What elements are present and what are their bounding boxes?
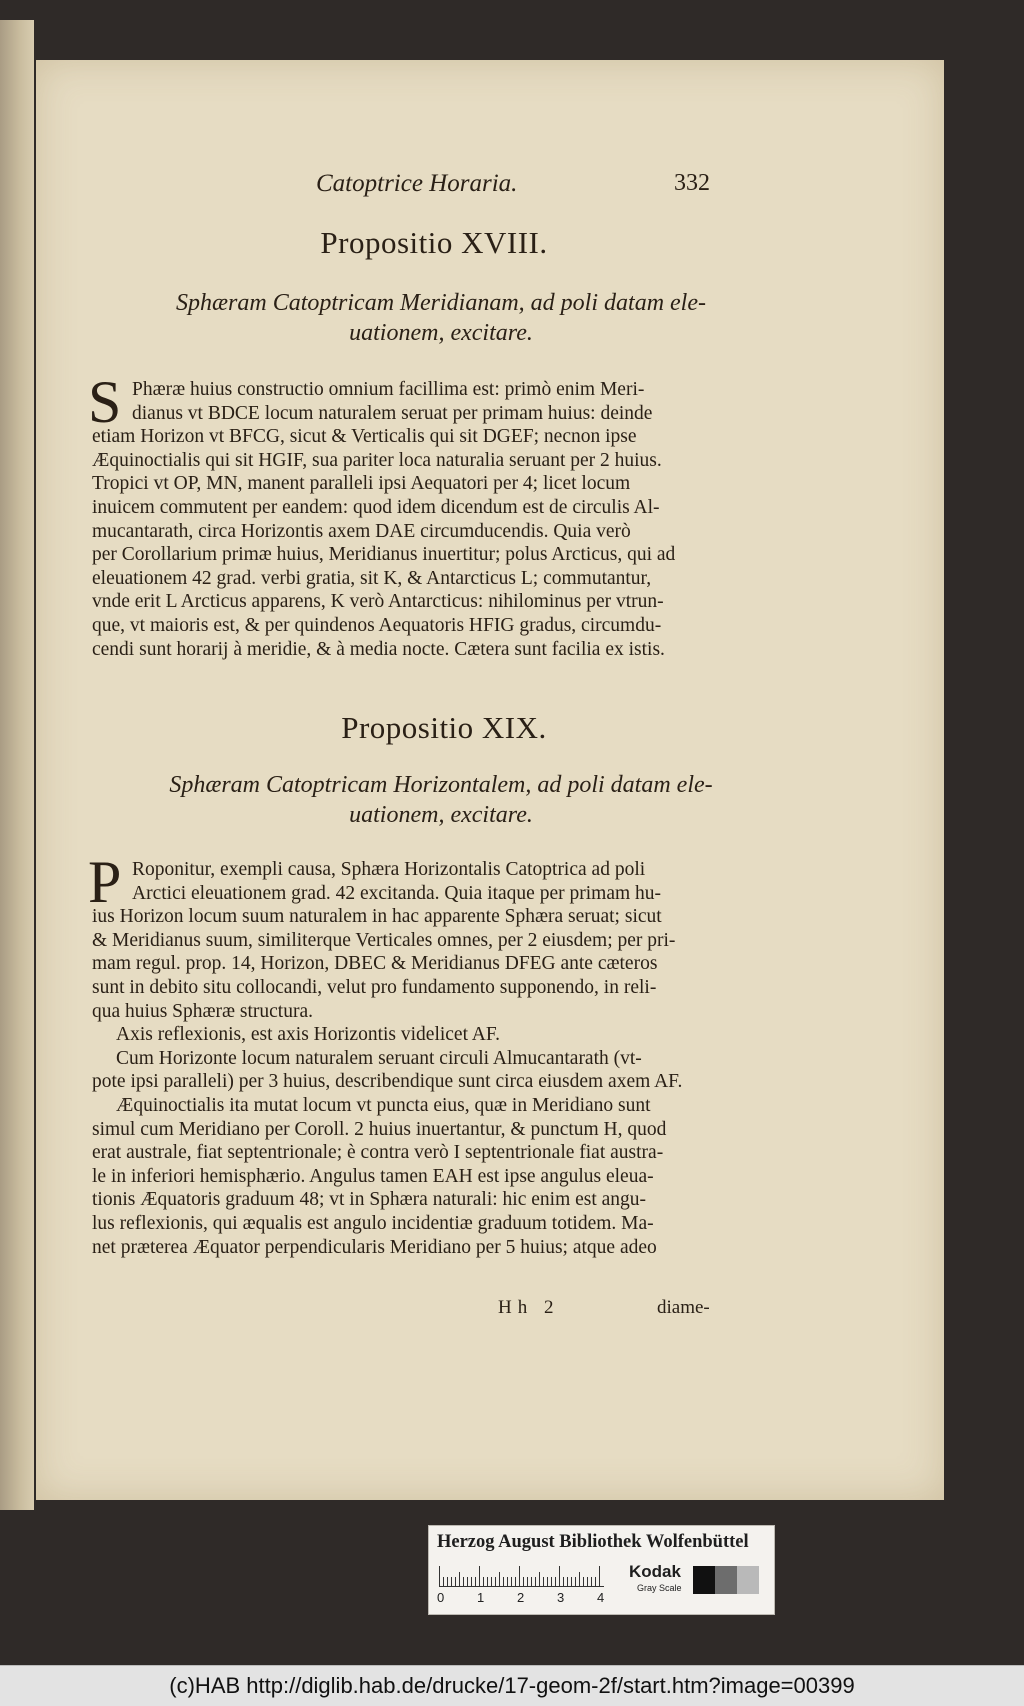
- scale-ruler: [439, 1564, 604, 1587]
- book-page: [36, 60, 944, 1500]
- text-line: simul cum Meridiano per Coroll. 2 huius inuertantur, & punctum H, quod: [92, 1118, 667, 1140]
- gray-swatch: [715, 1566, 737, 1594]
- text-line: cendi sunt horarij à meridie, & à media nocte. Cætera sunt facilia ex istis.: [92, 638, 665, 660]
- ruler-tick: [507, 1577, 508, 1586]
- ruler-tick: [551, 1577, 552, 1586]
- text-line: & Meridianus suum, similiterque Verticales omnes, per 2 eiusdem; per pri-: [92, 929, 676, 951]
- text-line: Tropici vt OP, MN, manent paralleli ipsi Aequatori per 4; licet locum: [92, 473, 631, 495]
- text-line: ius Horizon locum suum naturalem in hac apparente Sphæra seruat; sicut: [92, 906, 662, 928]
- text-line: mam regul. prop. 14, Horizon, DBEC & Meridianus DFEG ante cæteros: [92, 953, 658, 975]
- text-line: Phæræ huius constructio omnium facillima est: primò enim Meri-: [132, 379, 645, 400]
- proposition-19-title: Propositio XIX.: [341, 710, 547, 745]
- text-line: sunt in debito situ collocandi, velut pro fundamento supponendo, in reli-: [92, 976, 657, 998]
- text-line: Roponitur, exempli causa, Sphæra Horizontalis Catoptrica ad poli: [132, 859, 646, 880]
- text-line: mucantarath, circa Horizontis axem DAE circumducendis. Quia verò: [92, 520, 631, 542]
- drop-cap: P: [88, 849, 122, 915]
- ruler-tick: [519, 1566, 520, 1586]
- ruler-tick: [499, 1572, 500, 1586]
- text-line: pote ipsi paralleli) per 3 huius, describendique sunt circa eiusdem axem AF.: [92, 1071, 683, 1093]
- ruler-tick: [579, 1572, 580, 1586]
- ruler-tick: [523, 1577, 524, 1586]
- ruler-tick: [559, 1566, 560, 1586]
- ruler-tick: [475, 1577, 476, 1586]
- previous-page-edge: [0, 20, 34, 1510]
- ruler-tick: [455, 1577, 456, 1586]
- ruler-number: 1: [477, 1590, 485, 1605]
- ruler-tick: [575, 1577, 576, 1586]
- ruler-tick: [527, 1577, 528, 1586]
- ruler-number: 4: [597, 1590, 605, 1605]
- ruler-tick: [515, 1577, 516, 1586]
- footer-bar: [0, 1665, 1024, 1706]
- proposition-18-text: [88, 369, 792, 661]
- text-line: lus reflexionis, qui æqualis est angulo incidentiæ graduum totidem. Ma-: [92, 1212, 654, 1234]
- text-line: tionis Æquatoris graduum 48; vt in Sphæra naturali: hic enim est angu-: [92, 1189, 647, 1211]
- proposition-19-enunciation: [91, 770, 791, 830]
- ruler-tick: [511, 1577, 512, 1586]
- ruler-tick: [543, 1577, 544, 1586]
- ruler-tick: [547, 1577, 548, 1586]
- text-line: Æquinoctialis qui sit HGIF, sua pariter loca naturalia seruant per 2 huius.: [92, 449, 662, 471]
- text-line: Cum Horizonte locum naturalem seruant circuli Almucantarath (vt-: [116, 1047, 642, 1069]
- text-line: dianus vt BDCE locum naturalem seruat per primam huius: deinde: [132, 402, 653, 424]
- ruler-tick: [563, 1577, 564, 1586]
- text-line: per Corollarium primæ huius, Meridianus inuertitur; polus Arcticus, qui ad: [92, 544, 676, 566]
- ruler-tick: [571, 1577, 572, 1586]
- ruler-number: 2: [517, 1590, 525, 1605]
- ruler-tick: [595, 1577, 596, 1586]
- proposition-18-enunciation: [91, 288, 791, 348]
- ruler-tick: [483, 1577, 484, 1586]
- enunciation-line: uationem, excitare.: [349, 320, 533, 346]
- ruler-tick: [495, 1577, 496, 1586]
- ruler-tick: [451, 1577, 452, 1586]
- ruler-tick: [535, 1577, 536, 1586]
- ruler-tick: [531, 1577, 532, 1586]
- drop-cap: S: [88, 369, 122, 435]
- ruler-tick: [447, 1577, 448, 1586]
- text-line: que, vt maioris est, & per quindenos Aequatoris HFIG gradus, circumdu-: [92, 614, 662, 636]
- ruler-number: 3: [557, 1590, 565, 1605]
- text-line: Æquinoctialis ita mutat locum vt puncta eius, quæ in Meridiano sunt: [116, 1094, 651, 1116]
- gray-scale-label: Gray Scale: [637, 1583, 682, 1593]
- ruler-tick: [439, 1566, 440, 1586]
- ruler-tick: [599, 1566, 600, 1586]
- catchword: diame-: [657, 1297, 710, 1318]
- ruler-tick: [503, 1577, 504, 1586]
- text-line: net præterea Æquator perpendicularis Meridiano per 5 huius; atque adeo: [92, 1236, 657, 1258]
- ruler-tick: [591, 1577, 592, 1586]
- ruler-tick: [467, 1577, 468, 1586]
- ruler-tick: [471, 1577, 472, 1586]
- text-line: etiam Horizon vt BFCG, sicut & Verticalis qui sit DGEF; necnon ipse: [92, 426, 637, 448]
- ruler-number: 0: [437, 1590, 445, 1605]
- proposition-18-title: Propositio XVIII.: [320, 225, 548, 260]
- text-line: Arctici eleuationem grad. 42 excitanda. Quia itaque per primam hu-: [132, 882, 662, 904]
- proposition-19-text: [88, 849, 792, 1259]
- ruler-tick: [479, 1566, 480, 1586]
- ruler-tick: [487, 1577, 488, 1586]
- ruler-tick: [583, 1577, 584, 1586]
- text-line: le in inferiori hemisphærio. Angulus tamen EAH est ipse angulus eleua-: [92, 1165, 654, 1187]
- text-line: eleuationem 42 grad. verbi gratia, sit K, & Antarcticus L; commutantur,: [92, 567, 652, 589]
- ruler-tick: [459, 1572, 460, 1586]
- text-line: Axis reflexionis, est axis Horizontis videlicet AF.: [116, 1024, 501, 1046]
- gray-swatch: [693, 1566, 715, 1594]
- signature-mark: Hh 2: [498, 1297, 560, 1318]
- ruler-tick: [539, 1572, 540, 1586]
- ruler-tick: [555, 1577, 556, 1586]
- text-line: erat australe, fiat septentrionale; è contra verò I septentrionale fiat austra-: [92, 1142, 664, 1164]
- gray-swatch: [737, 1566, 759, 1594]
- ruler-tick: [567, 1577, 568, 1586]
- footer-url[interactable]: (c)HAB http://diglib.hab.de/drucke/17-geom-2f/start.htm?image=00399: [169, 1673, 855, 1698]
- ruler-tick: [587, 1577, 588, 1586]
- ruler-tick: [491, 1577, 492, 1586]
- enunciation-line: Sphæram Catoptricam Horizontalem, ad poli datam ele-: [169, 772, 713, 798]
- ruler-tick: [463, 1577, 464, 1586]
- text-line: inuicem commutent per eandem: quod idem dicendum est de circulis Al-: [92, 496, 660, 518]
- library-name: Herzog August Bibliothek Wolfenbüttel: [437, 1532, 749, 1552]
- enunciation-line: Sphæram Catoptricam Meridianam, ad poli datam ele-: [176, 290, 706, 316]
- text-line: qua huius Sphæræ structura.: [92, 1000, 313, 1022]
- color-reference-card: [428, 1525, 775, 1615]
- running-head: Catoptrice Horaria.: [316, 170, 518, 197]
- ruler-tick: [443, 1577, 444, 1586]
- text-line: vnde erit L Arcticus apparens, K verò Antarcticus: nihilominus per vtrun-: [92, 591, 664, 613]
- kodak-logo-text: Kodak: [629, 1562, 681, 1581]
- enunciation-line: uationem, excitare.: [349, 802, 533, 828]
- page-number: 332: [674, 170, 710, 196]
